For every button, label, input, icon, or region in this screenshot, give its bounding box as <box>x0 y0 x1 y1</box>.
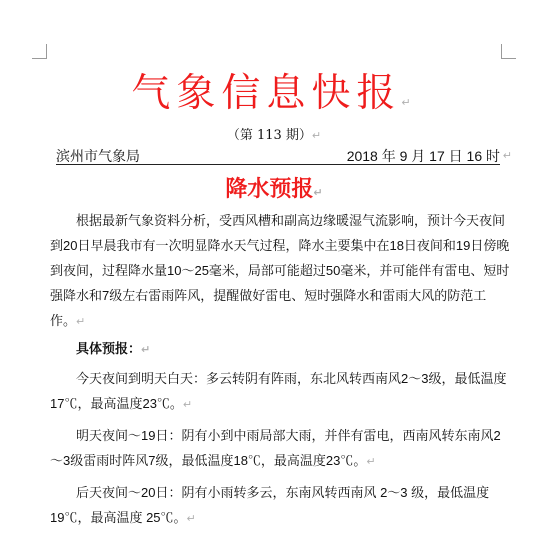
forecast-section-title: 具体预报：↵ <box>76 341 151 356</box>
organization-name: 滨州市气象局 <box>56 148 140 164</box>
paragraph-mark-icon: ↵ <box>186 512 196 525</box>
issue-number: （第 113 期）↵ <box>226 128 322 143</box>
section-heading: 降水预报↵ <box>225 176 323 202</box>
document-title: 气象信息快报↵ <box>131 71 417 116</box>
paragraph-mark-icon: ↵ <box>141 343 151 356</box>
paragraph-mark-icon: ↵ <box>366 455 376 468</box>
summary-paragraph: 根据最新气象资料分析，受西风槽和副高边缘暖湿气流影响，预计今天夜间到20日早晨我市有一次明显降水天气过程，降水主要集中在18日夜间和19日傍晚到夜间，过程降水量10～25毫米，局部可能超过50毫米，并可能伴有雷电、短时强降水和7级左右雷雨阵风，提醒做好雷电、短时强降水和雷雨大风的防范工作。↵ <box>50 213 510 328</box>
document-body <box>50 208 510 531</box>
issue-date: 2018 年 9 月 17 日 16 时 <box>346 148 500 164</box>
paragraph-mark-icon: ↵ <box>313 186 323 199</box>
forecast-paragraph: 后天夜间～20日：阴有小雨转多云，东南风转西南风 2～3 级，最低温度 19℃，最高温度 25℃。↵ <box>50 485 490 525</box>
page-corner-mark-left <box>32 44 47 59</box>
paragraph-mark-icon: ↵ <box>401 96 417 109</box>
forecast-paragraph: 今天夜间到明天白天：多云转阴有阵雨，东北风转西南风2～3级，最低温度17℃，最高温度23℃。↵ <box>50 371 507 411</box>
paragraph-mark-icon: ↵ <box>76 315 86 328</box>
paragraph-mark-icon: ↵ <box>311 129 322 142</box>
forecast-paragraph: 明天夜间～19日：阴有小到中雨局部大雨，并伴有雷电，西南风转东南风2～3级雷雨时阵风7级，最低温度18℃，最高温度23℃。↵ <box>50 428 501 468</box>
paragraph-mark-icon: ↵ <box>182 398 193 411</box>
header-line <box>56 146 512 165</box>
page-corner-mark-right <box>501 44 516 59</box>
paragraph-mark-icon: ↵ <box>502 149 512 162</box>
